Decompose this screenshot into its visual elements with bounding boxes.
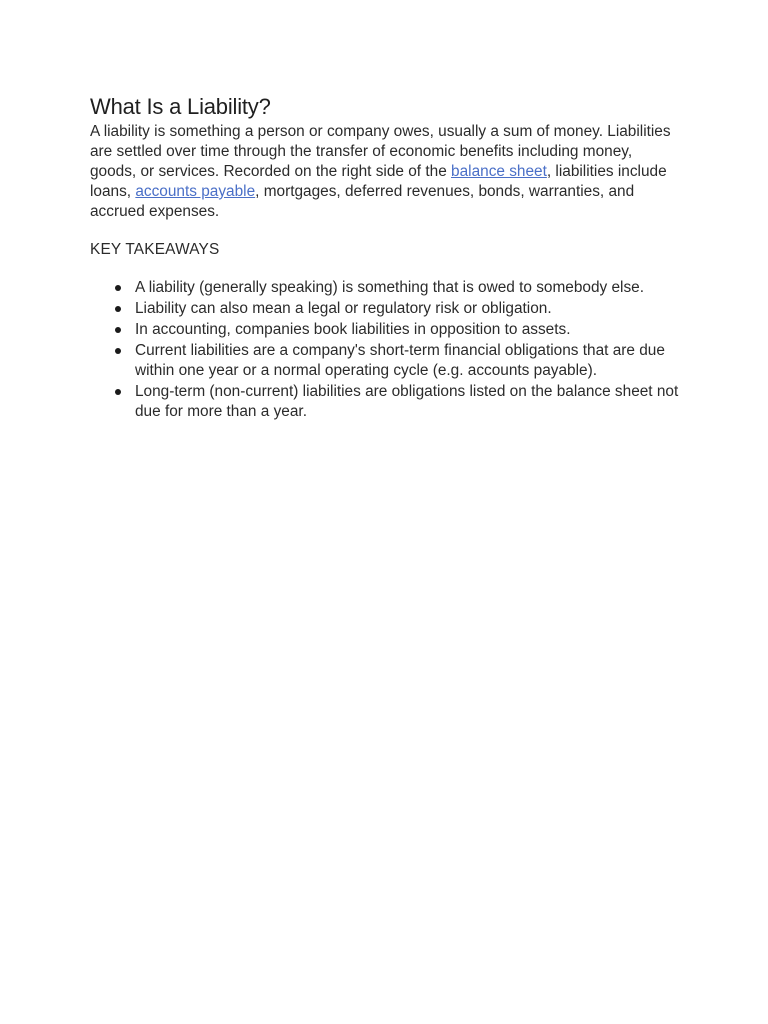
accounts-payable-link[interactable]: accounts payable	[135, 183, 256, 200]
intro-paragraph	[90, 122, 680, 222]
bullet-icon	[115, 285, 121, 291]
balance-sheet-link[interactable]: balance sheet	[451, 163, 547, 180]
takeaway-text: In accounting, companies book liabilities in opposition to assets.	[135, 321, 571, 338]
intro-text-2: , liabilities include loans,	[90, 163, 667, 200]
intro-text-1: A liability is something a person or company owes, usually a sum of money. Liabilities are settled over time through the transfer of economic benefits including money, goods, or services. Recorded on the right side of the	[90, 123, 671, 180]
takeaway-text: A liability (generally speaking) is something that is owed to somebody else.	[135, 279, 645, 296]
intro-text-3: , mortgages, deferred revenues, bonds, warranties, and accrued expenses.	[90, 183, 635, 220]
takeaway-text: Liability can also mean a legal or regulatory risk or obligation.	[135, 300, 552, 317]
list-item	[90, 299, 685, 319]
list-item	[90, 341, 685, 381]
document-body	[90, 92, 690, 423]
key-takeaways-list	[90, 278, 690, 422]
list-item	[90, 382, 685, 422]
bullet-icon	[115, 327, 121, 333]
takeaway-text: Long-term (non-current) liabilities are obligations listed on the balance sheet not due for more than a year.	[135, 383, 679, 420]
key-takeaways-heading: KEY TAKEAWAYS	[90, 241, 220, 258]
page-title: What Is a Liability?	[90, 94, 271, 119]
takeaway-text: Current liabilities are a company's short-term financial obligations that are due within one year or a normal operating cycle (e.g. accounts payable).	[135, 342, 665, 379]
list-item	[90, 320, 685, 340]
list-item	[90, 278, 685, 298]
bullet-icon	[115, 389, 121, 395]
bullet-icon	[115, 306, 121, 312]
bullet-icon	[115, 348, 121, 354]
